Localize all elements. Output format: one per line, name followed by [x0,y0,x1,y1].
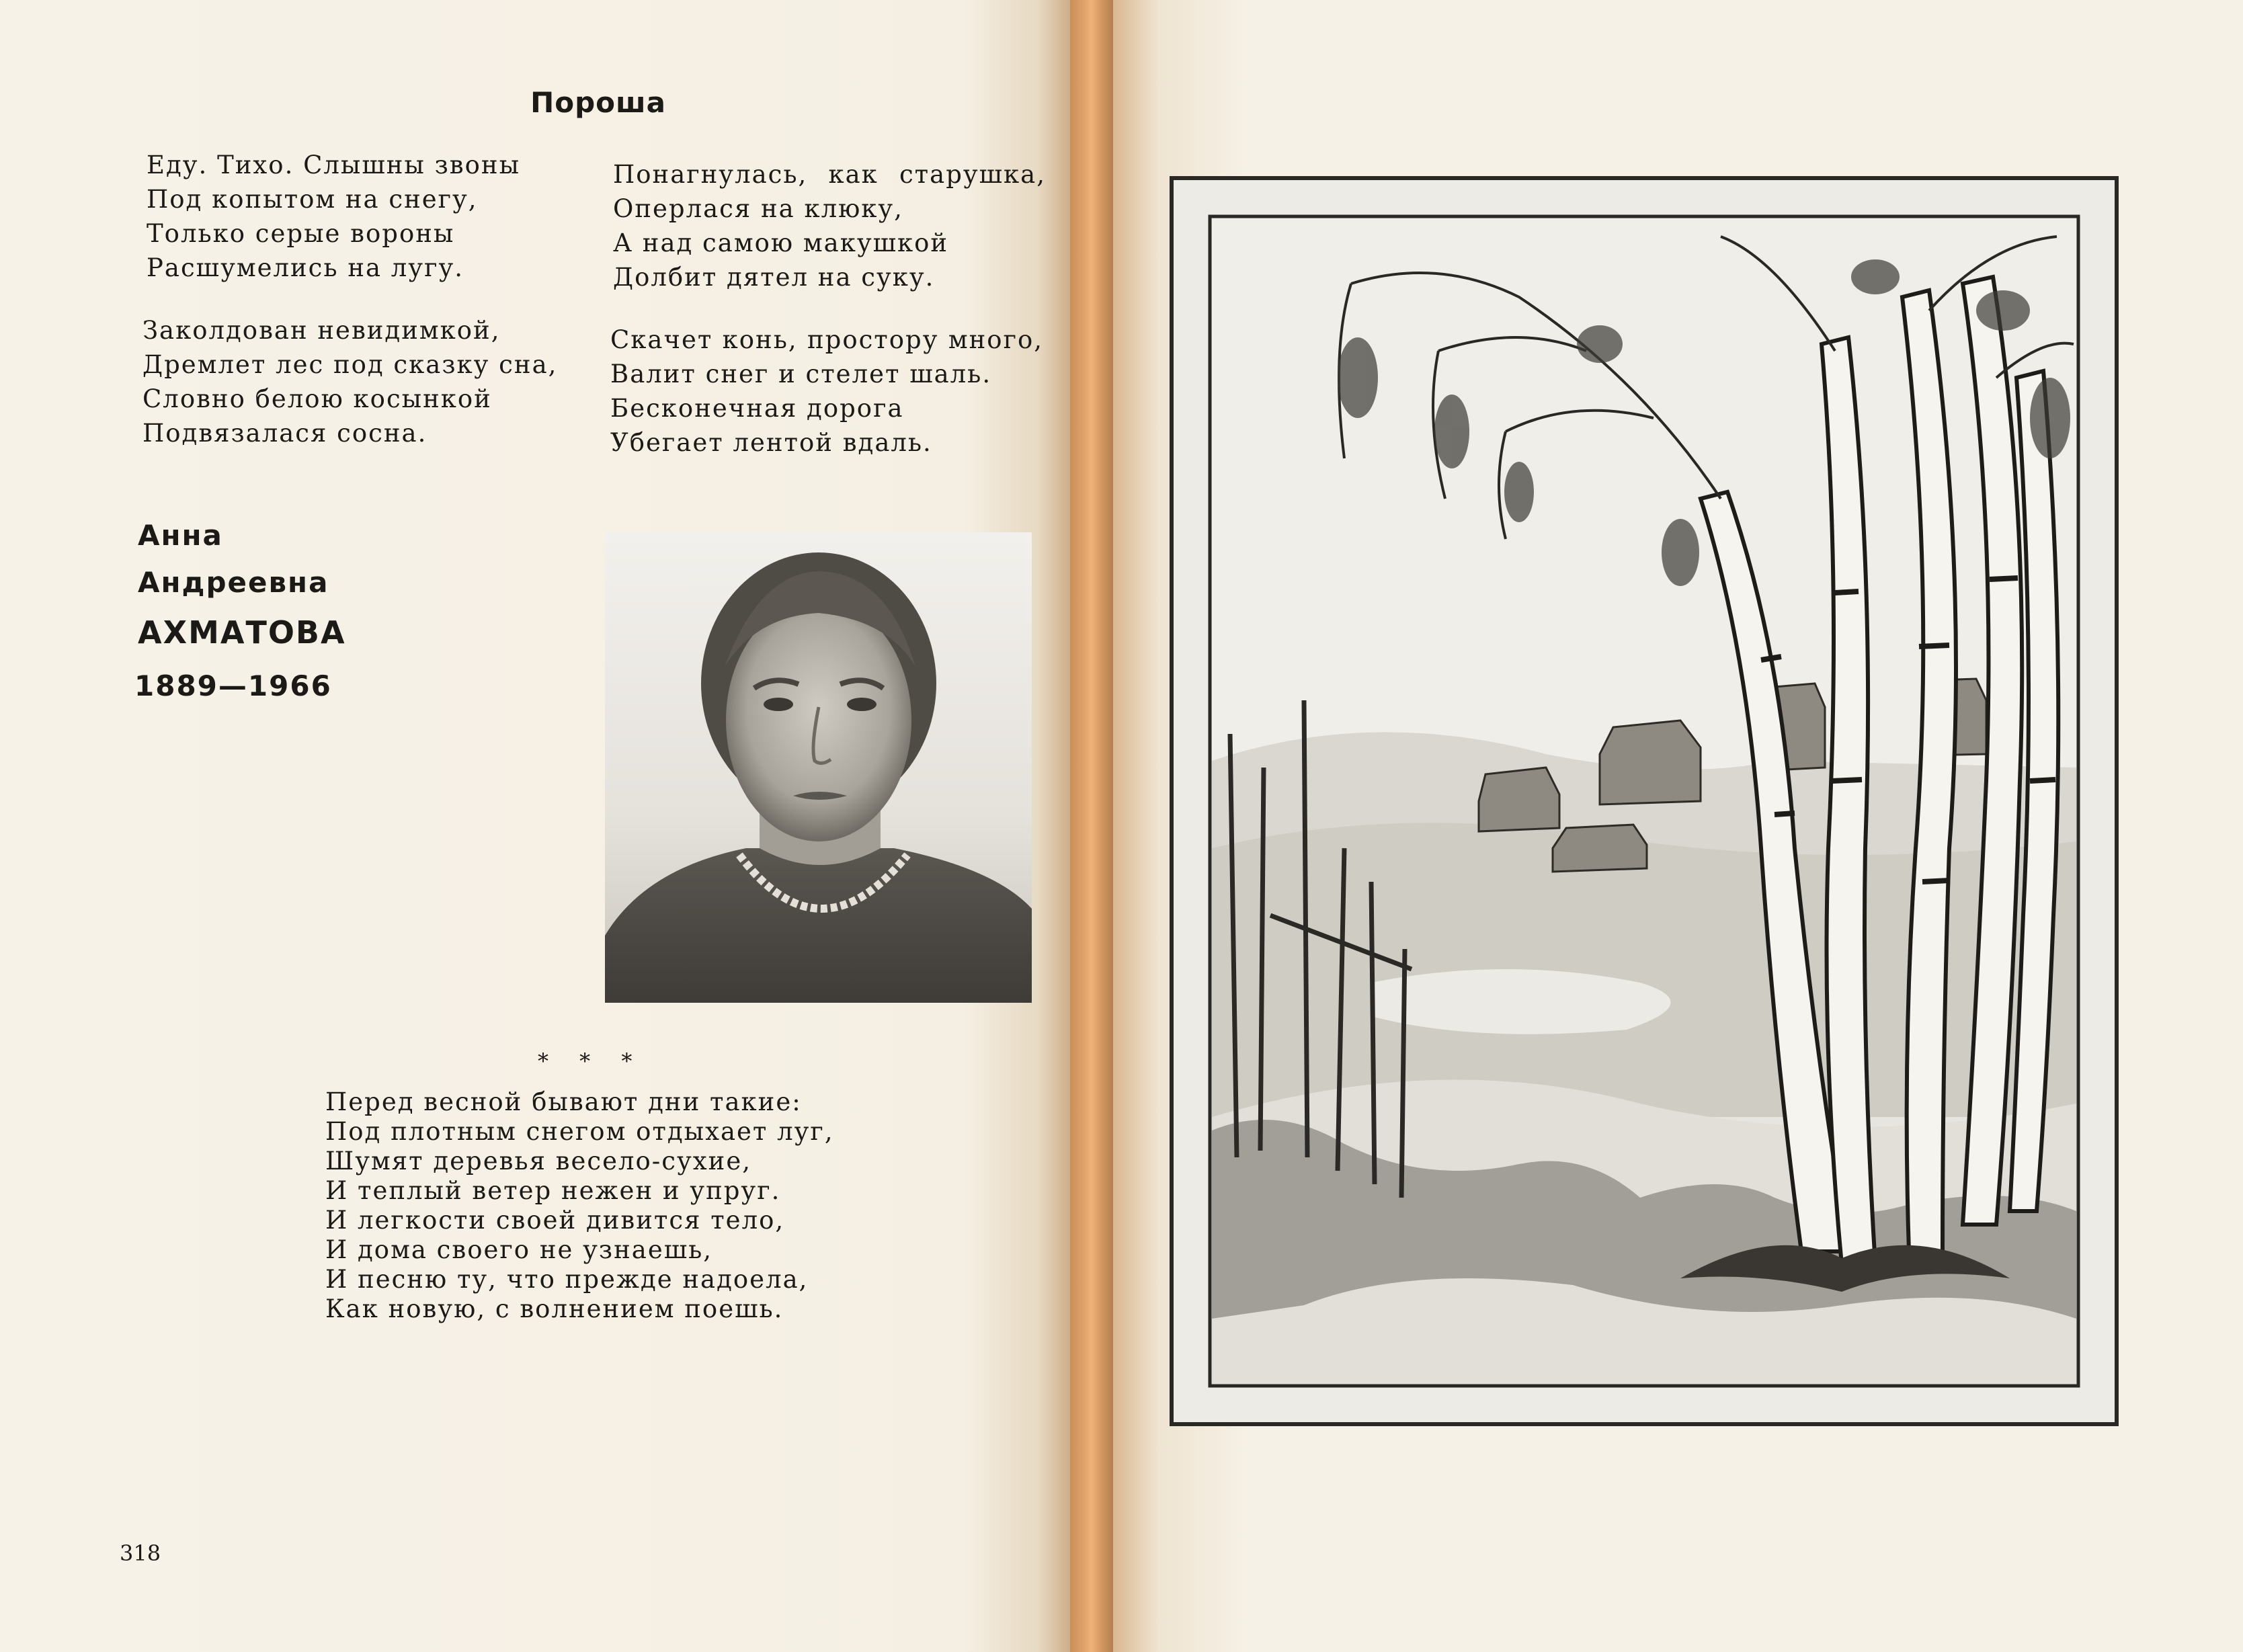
page-number: 318 [120,1540,161,1566]
poem-line: Долбит дятел на суку. [613,263,935,292]
poem-line: А над самою макушкой [613,229,949,257]
poem-line: Шумят деревья весело-сухие, [325,1147,751,1175]
poem-title: Пороша [530,86,666,119]
poem1-stanza-1 [147,148,520,285]
poem2-text [325,1087,834,1324]
poem1-stanza-2 [142,313,557,450]
poem-line: Понагнулась, как старушка, [613,160,1046,189]
poem-line: Перед весной бывают дни такие: [325,1087,802,1116]
poem-line: Расшумелись на лугу. [147,253,464,282]
poem-line: Только серые вороны [147,219,455,248]
author-patronymic: Андреевна [138,566,329,599]
poem-line: Как новую, с волнением поешь. [325,1294,784,1323]
poem-line: Оперлася на клюку, [613,194,903,223]
poem-line: Под плотным снегом отдыхает луг, [325,1117,834,1146]
author-last-name: АХМАТОВА [138,614,346,651]
poem-line: Скачет конь, простору много, [610,325,1043,354]
poem-line: И теплый ветер нежен и упруг. [325,1176,781,1205]
poem-line: Бесконечная дорога [610,394,904,423]
poem1-stanza-4 [610,323,1043,460]
poem-line: Заколдован невидимкой, [142,316,501,345]
poem-line: Валит снег и стелет шаль. [610,360,992,388]
author-first-name: Анна [138,519,223,552]
author-years: 1889—1966 [134,669,332,702]
poem-line: Словно белою косынкой [142,384,492,413]
poem-line: Еду. Тихо. Слышны звоны [147,151,521,179]
poem1-stanza-3 [613,157,1046,294]
poem-line: И дома своего не узнаешь, [325,1235,713,1264]
poem-separator: * * * [538,1048,645,1074]
poem-line: Подвязалася сосна. [142,419,427,448]
birch-landscape-illustration [1170,176,2119,1426]
poem-line: И песню ту, что прежде надоела, [325,1265,809,1294]
poem-line: И легкости своей дивится тело, [325,1206,785,1235]
poem-line: Дремлет лес под сказку сна, [142,350,558,379]
book-gutter [1070,0,1113,1652]
poem-line: Убегает лентой вдаль. [610,428,932,457]
poem-line: Под копытом на снегу, [147,185,478,214]
author-portrait-photo [605,532,1032,1003]
